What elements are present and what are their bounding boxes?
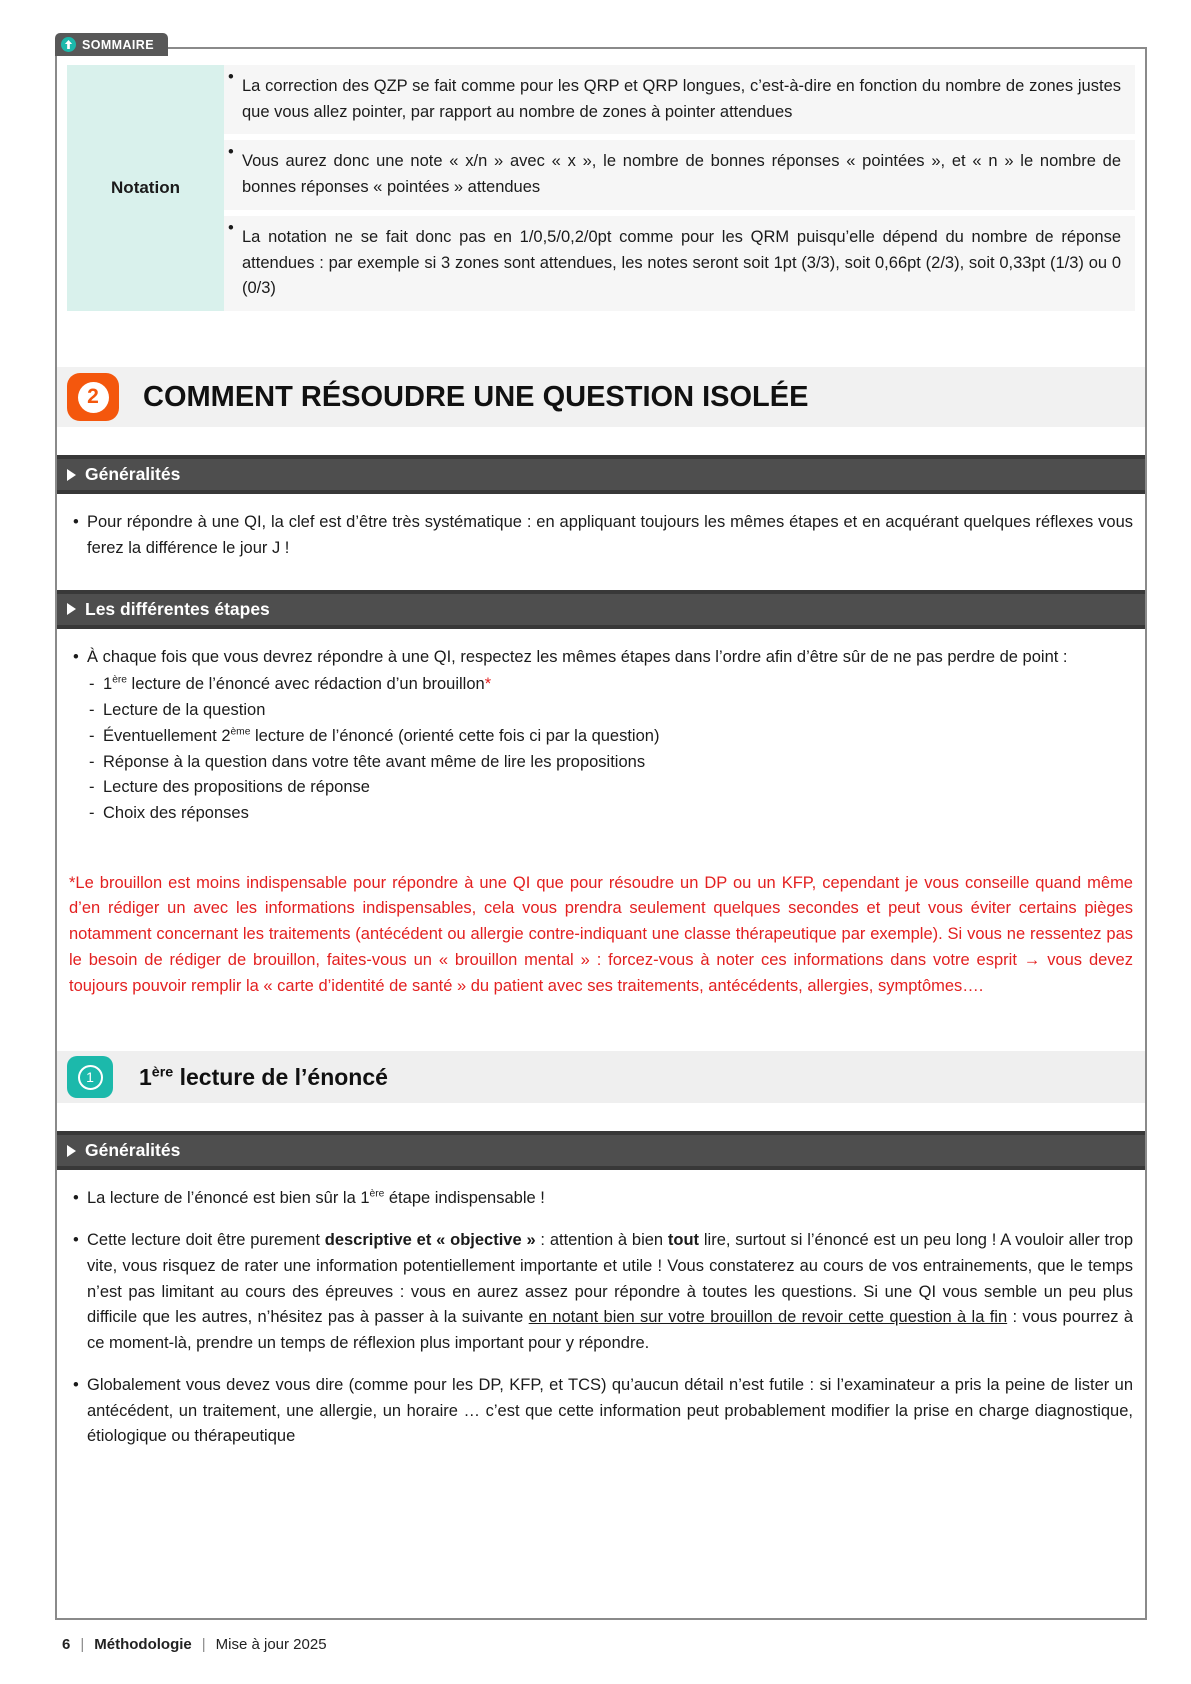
lecture-bullet-3: • Globalement vous devez vous dire (comme pour les DP, KFP, et TCS) qu’aucun détail n’est futile : si l’examinateur a pris la peine de lister un antécédent, un traitement, une allergie, un horaire … c’est que cette information peut probablement modifier la prise en charge diagnostique, étiologique ou thérapeutique bbox=[69, 1373, 1133, 1450]
up-arrow-icon bbox=[61, 37, 76, 52]
etapes-header bbox=[57, 590, 1145, 629]
step-item-1: - 1ère lecture de l’énoncé avec rédaction d’un brouillon* bbox=[89, 672, 1133, 698]
page-footer bbox=[62, 1636, 327, 1653]
generalites-paragraph: • Pour répondre à une QI, la clef est d’être très systématique : en appliquant toujours les mêmes étapes et en acquérant quelques réflexes vous ferez la différence le jour J ! bbox=[69, 510, 1133, 561]
notation-table bbox=[67, 65, 1135, 311]
step-item-5: - Lecture des propositions de réponse bbox=[89, 775, 1133, 801]
brouillon-footnote: *Le brouillon est moins indispensable pour répondre à une QI que pour résoudre un DP ou un KFP, cependant je vous conseille quand même d’en rédiger un avec les informations indispensables, cela vous prendra seulement quelques secondes et peut vous éviter certains pièges notamment concernant les traitements (antécédent ou allergie contre-indiquant une classe thérapeutique par exemple). Si vous ne ressentez pas le besoin de rédiger de brouillon, faites-vous un « brouillon mental » : forcez-vous à noter ces informations dans votre esprit → vous devez toujours pouvoir remplir la « carte d’identité de santé » du patient avec ses traitements, antécédents, allergies, symptômes…. bbox=[69, 873, 1133, 995]
notation-bullet-1: • La correction des QZP se fait comme pour les QRP et QRP longues, c’est-à-dire en fonction du nombre de zones justes que vous allez pointer, par rapport au nombre de zones à pointer attendues bbox=[224, 65, 1135, 134]
content-frame bbox=[55, 47, 1147, 1620]
circled-number-icon: 1 bbox=[78, 1065, 103, 1090]
etapes-label: Les différentes étapes bbox=[85, 598, 270, 619]
notation-bullet-2: • Vous aurez donc une note « x/n » avec « x », le nombre de bonnes réponses « pointées », et « n » le nombre de bonnes réponses « pointées » attendues bbox=[224, 140, 1135, 209]
section-number: 2 bbox=[78, 382, 109, 413]
footer-separator: | bbox=[80, 1636, 85, 1653]
triangle-bullet-icon bbox=[67, 469, 76, 481]
notation-label-cell bbox=[67, 65, 224, 311]
etapes-steps-list bbox=[89, 672, 1133, 826]
step-item-3: - Éventuellement 2ème lecture de l’énoncé (orienté cette fois ci par la question) bbox=[89, 724, 1133, 750]
section-number-badge bbox=[67, 373, 119, 421]
notation-label: Notation bbox=[111, 178, 180, 198]
generalites-label-2: Généralités bbox=[85, 1140, 181, 1161]
page-number: 6 bbox=[62, 1636, 71, 1653]
lecture-bullet-2: • Cette lecture doit être purement descriptive et « objective » : attention à bien tout lire, surtout si l’énoncé est un peu long ! A vouloir aller trop vite, vous risquez de rater une information potentiellement importante et utile ! Vous constaterez au cours de vos entrainements, que le temps n’est pas limitant au cours des épreuves : vous en aurez assez pour répondre à toutes les questions. Si une QI vous semble un peu plus difficile que les autres, n’hésitez pas à passer à la suivante en notant bien sur votre brouillon de revoir cette question à la fin : vous pourrez à ce moment-là, prendre un temps de réflexion plus important pour y répondre. bbox=[69, 1228, 1133, 1357]
subsection-title: 1ère lecture de l’énoncé bbox=[139, 1063, 388, 1090]
step-item-2: - Lecture de la question bbox=[89, 698, 1133, 724]
notation-body bbox=[224, 65, 1135, 311]
footnote-asterisk: * bbox=[484, 675, 492, 694]
sommaire-label: SOMMAIRE bbox=[82, 37, 154, 52]
section-title: COMMENT RÉSOUDRE UNE QUESTION ISOLÉE bbox=[143, 380, 809, 413]
subsection-1-heading bbox=[57, 1051, 1145, 1103]
subsection-number-badge bbox=[67, 1056, 113, 1098]
etapes-intro: • À chaque fois que vous devrez répondre à une QI, respectez les mêmes étapes dans l’ordre afin d’être sûr de ne pas perdre de point : bbox=[69, 645, 1133, 671]
step-item-6: - Choix des réponses bbox=[89, 801, 1133, 827]
generalites-label-1: Généralités bbox=[85, 464, 181, 485]
triangle-bullet-icon bbox=[67, 1145, 76, 1157]
generalites-header-1 bbox=[57, 455, 1145, 494]
section-2-heading bbox=[57, 367, 1145, 427]
lecture-bullet-1: • La lecture de l’énoncé est bien sûr la 1ère étape indispensable ! bbox=[69, 1186, 1133, 1212]
footer-update: Mise à jour 2025 bbox=[215, 1636, 327, 1653]
generalites-header-2 bbox=[57, 1131, 1145, 1170]
sommaire-tab[interactable] bbox=[55, 33, 168, 56]
step-item-4: - Réponse à la question dans votre tête avant même de lire les propositions bbox=[89, 750, 1133, 776]
notation-bullet-3: • La notation ne se fait donc pas en 1/0,5/0,2/0pt comme pour les QRM puisqu’elle dépend du nombre de réponse attendues : par exemple si 3 zones sont attendues, les notes seront soit 1pt (3/3), soit 0,66pt (2/3), soit 0,33pt (1/3) ou 0 (0/3) bbox=[224, 216, 1135, 311]
triangle-bullet-icon bbox=[67, 603, 76, 615]
footer-section: Méthodologie bbox=[94, 1636, 192, 1653]
footer-separator: | bbox=[201, 1636, 206, 1653]
